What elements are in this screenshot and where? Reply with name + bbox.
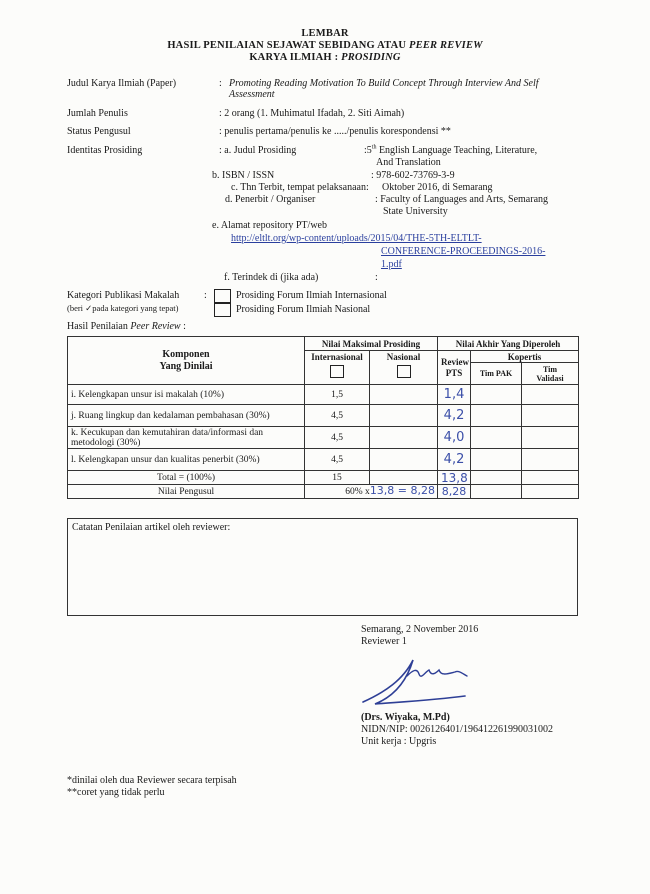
judul-value-1: Promoting Reading Motivation To Build Concept Through Interview And Self — [229, 78, 539, 89]
row-label: k. Kecukupan dan kemutahiran data/informasi dan metodologi (30%) — [68, 427, 305, 449]
judul-prosiding-value-1: :5th English Language Teaching, Literature, — [364, 144, 538, 156]
judul-prosiding-label: : a. Judul Prosiding — [219, 145, 297, 156]
row-max: 1,5 — [305, 385, 370, 405]
pengusul-calc-cell — [305, 485, 438, 499]
sign-role: Reviewer 1 — [361, 636, 407, 647]
total-row — [68, 471, 579, 485]
score-table — [67, 336, 579, 499]
th-nasional: Nasional — [370, 351, 438, 363]
th-nilai-akhir: Nilai Akhir Yang Diperoleh — [438, 337, 579, 351]
row-review: 4,2 — [438, 405, 471, 427]
checkbox-table-internasional[interactable] — [330, 365, 344, 378]
hasil-label: Hasil Penilaian Peer Review : — [67, 321, 186, 332]
checkbox-nasional[interactable] — [214, 303, 231, 317]
th-nilai-maks: Nilai Maksimal Prosiding — [305, 337, 438, 351]
pengusul-label: Nilai Pengusul — [68, 485, 305, 499]
doc-title-line3: KARYA ILMIAH : PROSIDING — [249, 52, 401, 63]
terindeks-label: f. Terindek di (jika ada) — [224, 272, 319, 283]
row-max: 4,5 — [305, 427, 370, 449]
judul-label: Judul Karya Ilmiah (Paper) — [67, 78, 177, 89]
footnote-1: *dinilai oleh dua Reviewer secara terpisah — [67, 775, 237, 786]
kategori-opt-nasional: Prosiding Forum Ilmiah Nasional — [236, 304, 371, 315]
pengusul-calc: 60% x — [345, 487, 370, 497]
doc-title-line1: LEMBAR — [301, 28, 349, 39]
thn-terbit-label: c. Thn Terbit, tempat pelaksanaan: — [231, 182, 369, 193]
total-max: 15 — [305, 471, 370, 485]
identitas-label: Identitas Prosiding — [67, 145, 143, 156]
table-row — [68, 427, 579, 449]
penerbit-value-2: State University — [383, 206, 448, 217]
cb-internasional-cell — [305, 363, 370, 385]
row-label: j. Ruang lingkup dan kedalaman pembahasan (30%) — [68, 405, 305, 427]
th-internasional: Internasional — [305, 351, 370, 363]
terindeks-value: : — [375, 272, 378, 283]
signature-image — [355, 650, 485, 712]
repository-url-2[interactable]: CONFERENCE-PROCEEDINGS-2016- — [381, 246, 546, 257]
th-komponen: Komponen Yang Dinilai — [68, 337, 305, 385]
sign-name: (Drs. Wiyaka, M.Pd) — [361, 712, 450, 723]
isbn-label: b. ISBN / ISSN — [212, 170, 275, 181]
catatan-label: Catatan Penilaian artikel oleh reviewer: — [72, 522, 231, 533]
kategori-opt-internasional: Prosiding Forum Ilmiah Internasional — [236, 290, 387, 301]
table-row — [68, 385, 579, 405]
row-review: 4,2 — [438, 449, 471, 471]
footnote-2: **coret yang tidak perlu — [67, 787, 165, 798]
cb-nasional-cell — [370, 363, 438, 385]
repository-url-3[interactable]: 1.pdf — [381, 259, 402, 270]
table-row — [68, 449, 579, 471]
status-value: : penulis pertama/penulis ke ...../penulis korespondensi ** — [219, 126, 451, 137]
row-label: i. Kelengkapan unsur isi makalah (10%) — [68, 385, 305, 405]
pengusul-hand: 13,8 = 8,28 — [369, 484, 436, 497]
kategori-colon: : — [204, 290, 207, 301]
kategori-note: (beri ✓pada kategori yang tepat) — [67, 303, 179, 313]
th-kopertis: Kopertis — [471, 351, 579, 363]
judul-colon: : — [219, 78, 222, 89]
thn-terbit-value: Oktober 2016, di Semarang — [382, 182, 493, 193]
judul-prosiding-value-2: And Translation — [376, 157, 441, 168]
sign-unit: Unit kerja : Upgris — [361, 736, 437, 747]
th-tim-validasi: Tim Validasi — [522, 363, 579, 385]
catatan-box[interactable] — [67, 518, 578, 616]
penerbit-value-1: : Faculty of Languages and Arts, Semarang — [375, 194, 549, 205]
checkbox-table-nasional[interactable] — [397, 365, 411, 378]
total-label: Total = (100%) — [68, 471, 305, 485]
judul-value-2: Assessment — [229, 89, 275, 100]
kategori-label: Kategori Publikasi Makalah — [67, 290, 180, 301]
penerbit-label: d. Penerbit / Organiser — [225, 194, 316, 205]
th-tim-pak: Tim PAK — [471, 363, 522, 385]
repository-url-1[interactable]: http://eltlt.org/wp-content/uploads/2015/04/THE-5TH-ELTLT- — [231, 233, 482, 244]
table-row — [68, 405, 579, 427]
row-max: 4,5 — [305, 449, 370, 471]
doc-title-line2: HASIL PENILAIAN SEJAWAT SEBIDANG ATAU PEER REVIEW — [167, 40, 483, 51]
pengusul-row — [68, 485, 579, 499]
jumlah-value: : 2 orang (1. Muhimatul Ifadah, 2. Siti Aimah) — [219, 108, 405, 119]
jumlah-label: Jumlah Penulis — [67, 108, 128, 119]
th-review-pts: Review PTS — [438, 351, 471, 385]
pengusul-review: 8,28 — [438, 485, 471, 499]
row-label: l. Kelengkapan unsur dan kualitas penerbit (30%) — [68, 449, 305, 471]
total-review: 13,8 — [438, 471, 471, 485]
sign-nidn: NIDN/NIP: 0026126401/196412261990031002 — [361, 724, 553, 735]
isbn-value: : 978-602-73769-3-9 — [371, 170, 455, 181]
status-label: Status Pengusul — [67, 126, 131, 137]
row-review: 4,0 — [438, 427, 471, 449]
row-review: 1,4 — [438, 385, 471, 405]
row-max: 4,5 — [305, 405, 370, 427]
checkbox-internasional[interactable] — [214, 289, 231, 303]
repository-label: e. Alamat repository PT/web — [212, 220, 327, 231]
sign-place-date: Semarang, 2 November 2016 — [361, 624, 479, 635]
